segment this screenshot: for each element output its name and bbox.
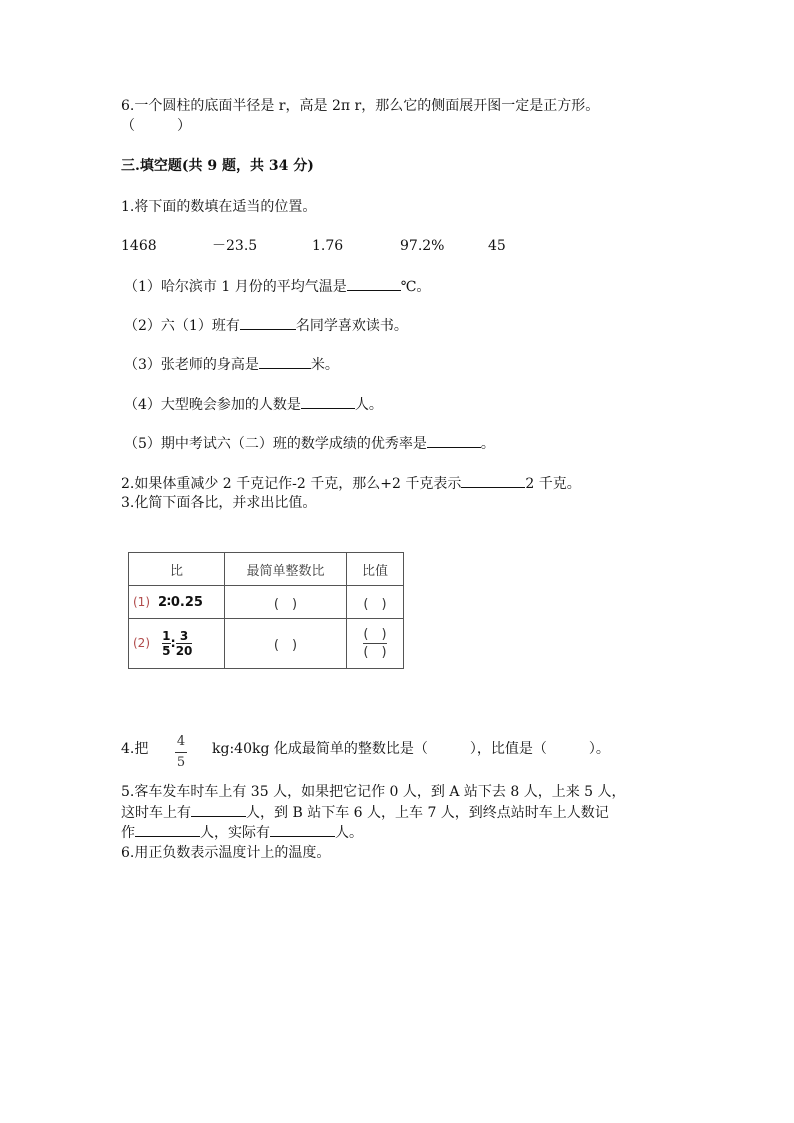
q1-item-1	[124, 277, 430, 296]
question-2	[121, 474, 581, 493]
number-item: 1.76	[312, 238, 344, 254]
q5-text: 这时车上有	[121, 805, 191, 821]
ratio-value-cell[interactable]: ( )	[347, 586, 404, 619]
question-5-line-3	[121, 823, 363, 842]
question-2-text: 2.如果体重减少 2 千克记作-2 千克，那么+2 千克表示	[121, 476, 462, 492]
fraction-numerator: 4	[176, 734, 186, 749]
q1-item-2	[124, 316, 408, 335]
q1-item-3-unit: 米。	[310, 357, 339, 373]
q1-item-3-text: （3）张老师的身高是	[124, 357, 259, 373]
q1-item-5	[124, 434, 495, 453]
fraction-denominator: 5	[162, 644, 171, 658]
question-6: 6.用正负数表示温度计上的温度。	[121, 845, 331, 861]
question-5-line-2	[121, 803, 609, 822]
simplest-ratio-cell[interactable]: ( )	[225, 619, 347, 669]
ratio-cell	[129, 619, 225, 669]
answer-blank[interactable]	[191, 803, 246, 817]
q1-item-1-unit: ℃。	[400, 279, 431, 295]
q1-item-4-text: （4）大型晚会参加的人数是	[124, 397, 301, 413]
question-3-prompt: 3.化简下面各比，并求出比值。	[121, 495, 317, 511]
ratio-cell	[129, 586, 225, 619]
question-5-line-1: 5.客车发车时车上有 35 人，如果把它记作 0 人，到 A 站下去 8 人，上来 5 人，	[121, 784, 626, 800]
simplest-ratio-cell[interactable]: ( )	[225, 586, 347, 619]
q5-text: 人。	[335, 825, 363, 841]
prev-question-6	[121, 97, 599, 115]
row-index: (2)	[133, 636, 150, 650]
prev-question-6-answer: （ ）	[121, 118, 191, 134]
question-4-text: kg:40kg 化成最简单的整数比是（ ），比值是（ ）。	[212, 741, 610, 757]
ratio-value-cell[interactable]	[347, 619, 404, 669]
answer-blank[interactable]	[135, 823, 200, 837]
question-2-unit: 2 千克。	[525, 476, 581, 492]
question-4-label: 4.把	[121, 741, 149, 757]
answer-blank[interactable]	[301, 395, 355, 409]
ratio-table	[128, 552, 404, 669]
q5-text: 人，实际有	[200, 825, 270, 841]
number-item: －23.5	[212, 238, 258, 254]
fraction	[176, 629, 193, 658]
value-fraction	[363, 626, 387, 661]
ratio-value: 2∶0.25	[158, 594, 203, 610]
answer-blank[interactable]	[461, 474, 525, 488]
q1-item-1-text: （1）哈尔滨市 1 月份的平均气温是	[124, 279, 347, 295]
answer-blank[interactable]	[347, 277, 401, 291]
fraction-numerator: ( )	[363, 627, 387, 642]
fraction-denominator: 5	[176, 755, 186, 770]
ratio-colon: :	[170, 636, 176, 651]
fraction-numerator: 1	[162, 629, 171, 643]
q5-text: 作	[121, 825, 135, 841]
q1-item-2-unit: 名同学喜欢读书。	[295, 318, 408, 334]
table-row	[129, 619, 404, 669]
answer-blank[interactable]	[259, 355, 311, 369]
number-item: 97.2%	[400, 238, 445, 254]
fraction-numerator: 3	[179, 629, 189, 643]
section-title: 三.填空题(共 9 题，共 34 分)	[121, 158, 314, 174]
answer-blank[interactable]	[270, 823, 335, 837]
table-header: 最简单整数比	[225, 553, 347, 586]
q1-item-4-unit: 人。	[354, 397, 383, 413]
answer-blank[interactable]	[240, 316, 296, 330]
number-item: 45	[488, 238, 506, 254]
q1-item-3	[124, 355, 339, 374]
q5-text: 人，到 B 站下车 6 人，上车 7 人，到终点站时车上人数记	[246, 805, 609, 821]
q1-item-4	[124, 395, 383, 414]
fraction	[162, 629, 170, 658]
q1-item-5-unit: 。	[480, 436, 495, 452]
row-index: (1)	[133, 594, 150, 609]
question-1-prompt: 1.将下面的数填在适当的位置。	[121, 199, 317, 215]
number-item: 1468	[121, 238, 157, 254]
prev-question-6-text: 6.一个圆柱的底面半径是 r，高是 2π r，那么它的侧面展开图一定是正方形。	[121, 98, 600, 114]
number-list	[0, 237, 794, 255]
table-header: 比	[129, 553, 225, 586]
fraction-denominator: ( )	[363, 645, 387, 660]
q1-item-2-text: （2）六（1）班有	[124, 318, 240, 334]
fraction-denominator: 20	[175, 644, 193, 658]
table-row	[129, 586, 404, 619]
q1-item-5-text: （5）期中考试六（二）班的数学成绩的优秀率是	[124, 436, 427, 452]
answer-blank[interactable]	[427, 434, 481, 448]
q4-fraction	[175, 734, 187, 771]
table-header: 比值	[347, 553, 404, 586]
fraction-bar	[175, 752, 187, 753]
